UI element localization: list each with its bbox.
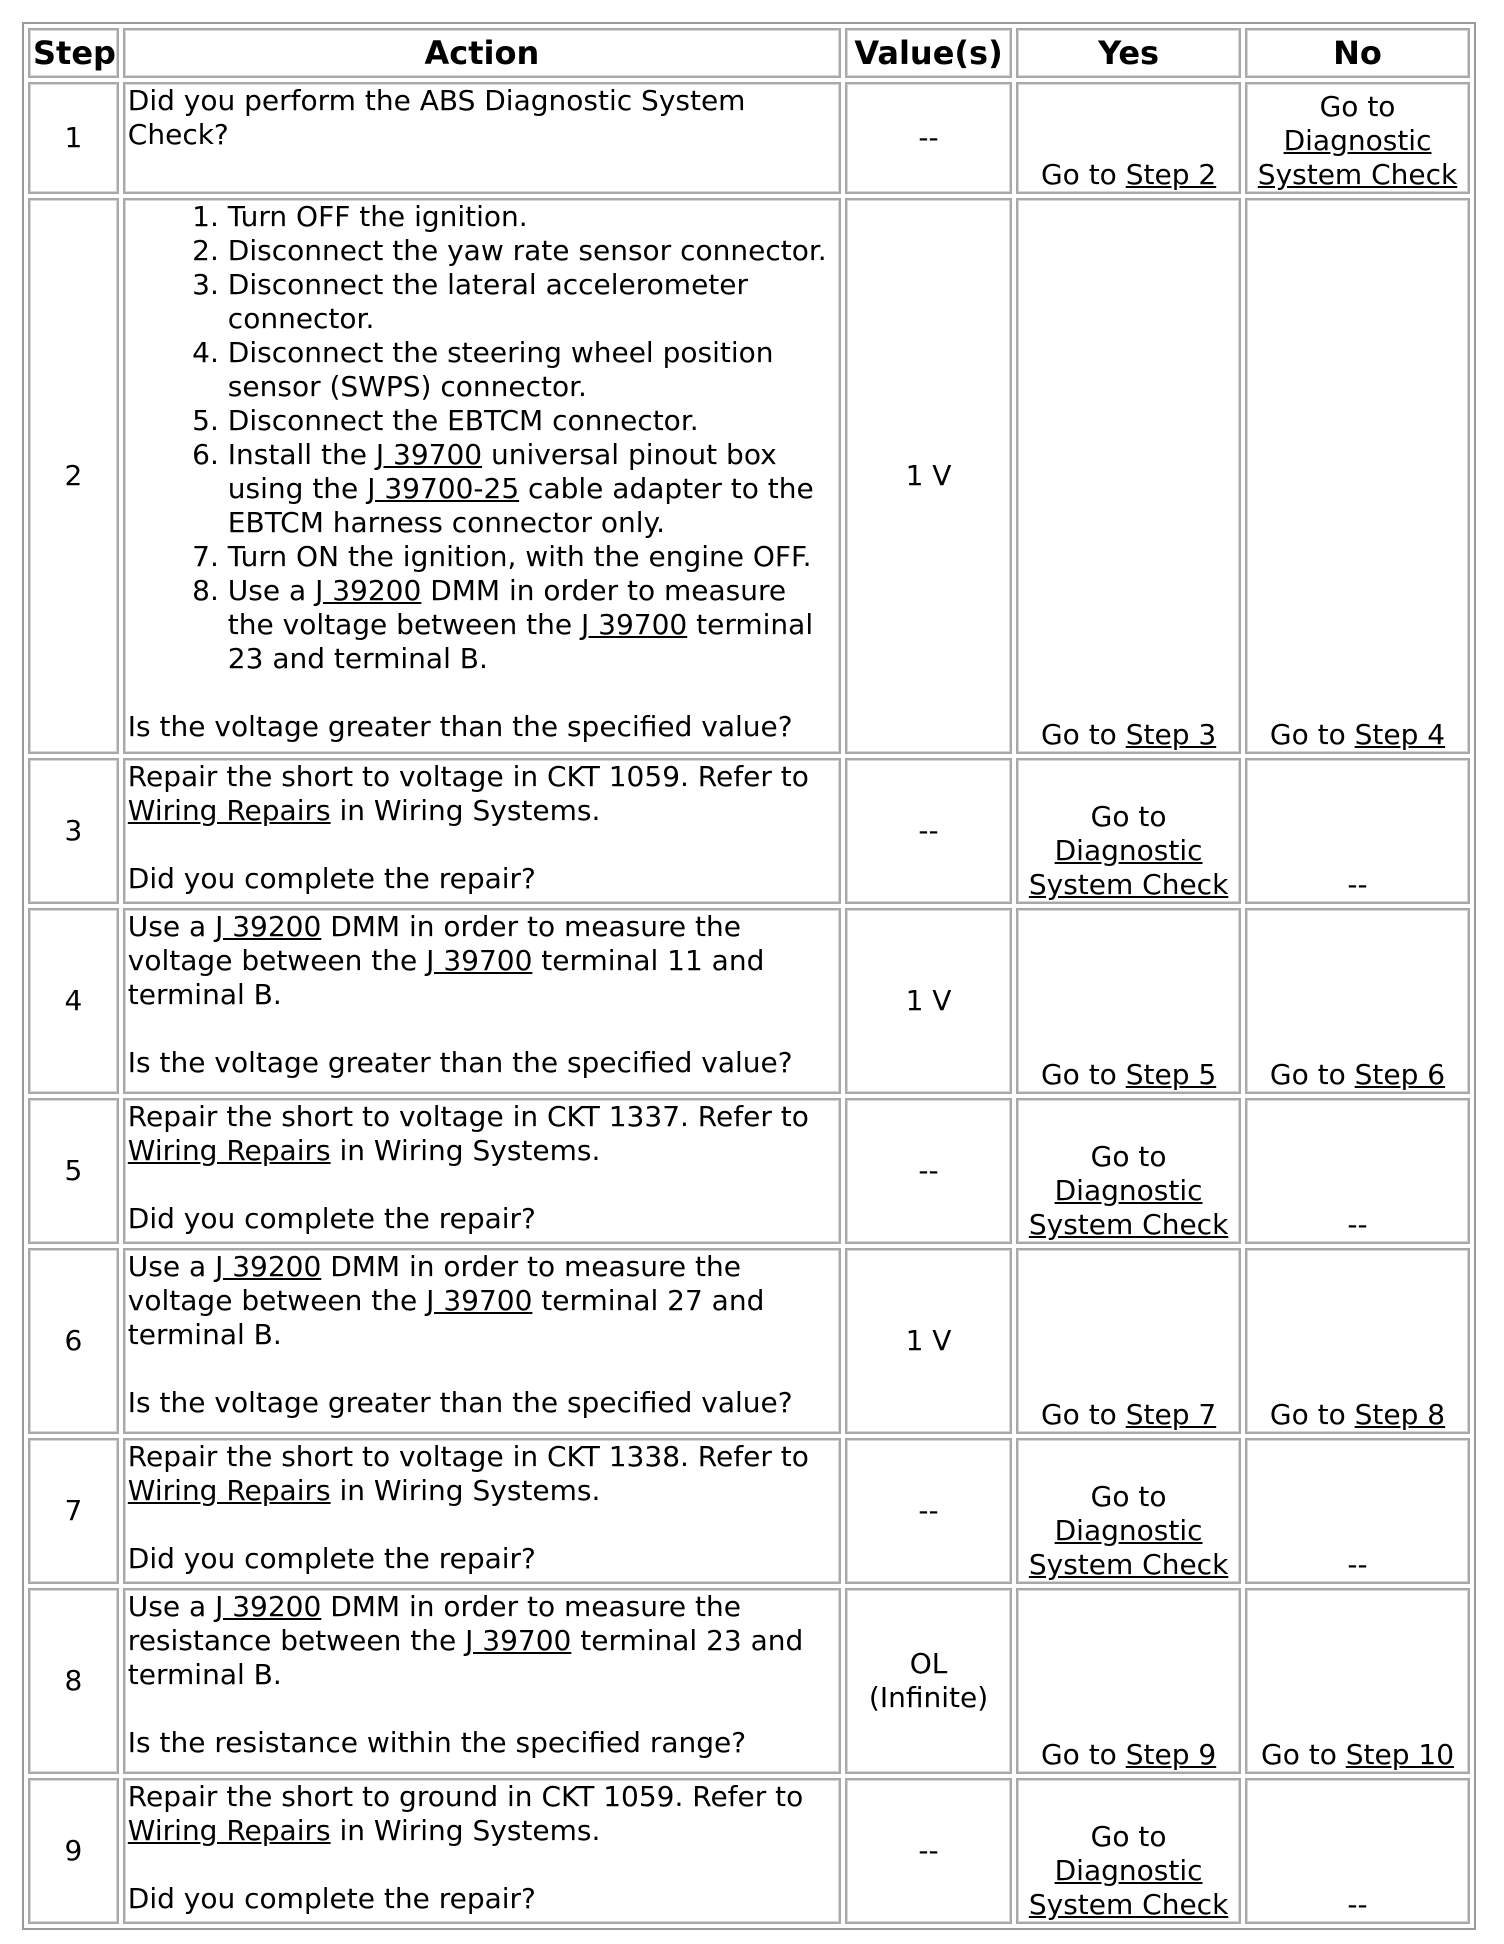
table-row — [28, 908, 1470, 1094]
yes-prefix: Go to — [1040, 1058, 1126, 1091]
value-cell: 1 V — [845, 1248, 1012, 1434]
link-step-5[interactable]: Step 5 — [1125, 1058, 1217, 1091]
action-text: DMM in order to measure the voltage between the — [127, 910, 741, 977]
page — [22, 22, 1476, 1930]
value-cell: 1 V — [845, 198, 1012, 754]
table-row — [28, 1438, 1470, 1584]
question-text: Is the voltage greater than the specified value? — [127, 710, 793, 743]
link-diagnostic-system-check[interactable]: Diagnostic System Check — [1028, 1854, 1229, 1921]
action-text: Repair the short to voltage in CKT 1337. Refer to — [127, 1100, 809, 1133]
link-step-8[interactable]: Step 8 — [1354, 1398, 1446, 1431]
no-cell: -- — [1245, 758, 1470, 904]
no-prefix: Go to — [1269, 1398, 1355, 1431]
question-text: Is the voltage greater than the specified value? — [127, 1046, 793, 1079]
item-text: DMM in order to measure the voltage between the — [227, 574, 787, 641]
no-cell: -- — [1245, 1438, 1470, 1584]
table-row — [28, 1248, 1470, 1434]
yes-prefix: Go to — [1040, 1398, 1126, 1431]
header-action: Action — [123, 28, 841, 78]
procedure-list — [128, 200, 836, 676]
yes-prefix: Go to — [1090, 1140, 1167, 1173]
yes-cell — [1016, 1778, 1241, 1924]
link-diagnostic-system-check[interactable]: Diagnostic System Check — [1257, 124, 1458, 191]
yes-cell — [1016, 82, 1241, 194]
yes-cell — [1016, 1438, 1241, 1584]
value-cell: -- — [845, 1778, 1012, 1924]
link-j-39700[interactable]: J 39700 — [426, 944, 533, 977]
yes-cell — [1016, 1588, 1241, 1774]
table-row — [28, 1778, 1470, 1924]
no-cell — [1245, 1248, 1470, 1434]
list-item — [228, 574, 836, 676]
link-j-39700[interactable]: J 39700 — [426, 1284, 533, 1317]
header-values: Value(s) — [845, 28, 1012, 78]
no-prefix: Go to — [1269, 1058, 1355, 1091]
action-cell — [123, 1438, 841, 1584]
link-j-39700[interactable]: J 39700 — [465, 1624, 572, 1657]
action-cell — [123, 1778, 841, 1924]
action-text: terminal 11 and terminal B. — [127, 944, 765, 1011]
action-text: Repair the short to voltage in CKT 1059. Refer to — [127, 760, 809, 793]
table-row — [28, 198, 1470, 754]
link-j-39200[interactable]: J 39200 — [215, 1250, 322, 1283]
link-step-9[interactable]: Step 9 — [1125, 1738, 1217, 1771]
no-cell — [1245, 198, 1470, 754]
no-cell — [1245, 908, 1470, 1094]
action-cell — [123, 198, 841, 754]
header-row — [28, 28, 1470, 78]
link-wiring-repairs[interactable]: Wiring Repairs — [127, 1814, 331, 1847]
action-text: Use a — [127, 1250, 216, 1283]
question-text: Is the voltage greater than the specified value? — [127, 1386, 793, 1419]
link-wiring-repairs[interactable]: Wiring Repairs — [127, 794, 331, 827]
action-text: DMM in order to measure the resistance between the — [127, 1590, 741, 1657]
table-row — [28, 1098, 1470, 1244]
header-no: No — [1245, 28, 1470, 78]
link-wiring-repairs[interactable]: Wiring Repairs — [127, 1134, 331, 1167]
value-cell — [845, 1588, 1012, 1774]
action-text: Use a — [127, 1590, 216, 1623]
table-row — [28, 1588, 1470, 1774]
question-text: Did you complete the repair? — [127, 1882, 536, 1915]
list-item: 7. Turn ON the ignition, with the engine OFF. — [228, 540, 836, 574]
action-text: Repair the short to ground in CKT 1059. Refer to — [127, 1780, 804, 1813]
yes-prefix: Go to — [1040, 718, 1126, 751]
step-number: 1 — [28, 82, 119, 194]
no-prefix: Go to — [1269, 718, 1355, 751]
action-cell — [123, 82, 841, 194]
header-step: Step — [28, 28, 119, 78]
table-row — [28, 82, 1470, 194]
list-item: 2. Disconnect the yaw rate sensor connector. — [228, 234, 836, 268]
no-prefix: Go to — [1319, 90, 1396, 123]
link-diagnostic-system-check[interactable]: Diagnostic System Check — [1028, 1174, 1229, 1241]
yes-prefix: Go to — [1040, 158, 1126, 191]
item-text: Install the — [227, 438, 376, 471]
yes-cell — [1016, 1098, 1241, 1244]
link-j-39200[interactable]: J 39200 — [215, 1590, 322, 1623]
action-text: Did you perform the ABS Diagnostic System Check? — [127, 84, 746, 151]
link-j-39200[interactable]: J 39200 — [315, 574, 422, 607]
step-number: 2 — [28, 198, 119, 754]
yes-cell — [1016, 758, 1241, 904]
link-step-10[interactable]: Step 10 — [1345, 1738, 1455, 1771]
action-text: in Wiring Systems. — [330, 794, 601, 827]
yes-prefix: Go to — [1090, 800, 1167, 833]
link-step-6[interactable]: Step 6 — [1354, 1058, 1446, 1091]
action-text: in Wiring Systems. — [330, 1474, 601, 1507]
yes-cell — [1016, 198, 1241, 754]
no-cell — [1245, 82, 1470, 194]
link-j-39700[interactable]: J 39700 — [375, 438, 483, 471]
link-j-39700[interactable]: J 39700 — [581, 608, 688, 641]
link-step-3[interactable]: Step 3 — [1125, 718, 1217, 751]
header-yes: Yes — [1016, 28, 1241, 78]
table-row — [28, 758, 1470, 904]
item-text: universal pinout box using the — [227, 438, 777, 505]
diagnostic-table — [22, 22, 1476, 1930]
action-text: Repair the short to voltage in CKT 1338. Refer to — [127, 1440, 809, 1473]
no-prefix: Go to — [1261, 1738, 1346, 1771]
value-cell: -- — [845, 1098, 1012, 1244]
step-number: 6 — [28, 1248, 119, 1434]
link-diagnostic-system-check[interactable]: Diagnostic System Check — [1028, 834, 1229, 901]
item-text: cable adapter to the EBTCM harness connector only. — [227, 472, 814, 539]
yes-prefix: Go to — [1040, 1738, 1126, 1771]
action-cell — [123, 1248, 841, 1434]
action-cell — [123, 1098, 841, 1244]
yes-cell — [1016, 1248, 1241, 1434]
list-item: 3. Disconnect the lateral accelerometer connector. — [228, 268, 836, 336]
value-cell: 1 V — [845, 908, 1012, 1094]
link-step-2[interactable]: Step 2 — [1125, 158, 1217, 191]
question-text: Is the resistance within the specified range? — [127, 1726, 747, 1759]
no-cell: -- — [1245, 1098, 1470, 1244]
value-cell: -- — [845, 758, 1012, 904]
link-j-39700-25[interactable]: J 39700-25 — [367, 472, 520, 505]
value-line: OL — [909, 1647, 948, 1680]
action-text: Use a — [127, 910, 216, 943]
question-text: Did you complete the repair? — [127, 1542, 536, 1575]
step-number: 7 — [28, 1438, 119, 1584]
list-item: 4. Disconnect the steering wheel position sensor (SWPS) connector. — [228, 336, 836, 404]
link-j-39200[interactable]: J 39200 — [215, 910, 322, 943]
value-cell: -- — [845, 82, 1012, 194]
link-step-4[interactable]: Step 4 — [1354, 718, 1446, 751]
action-text: terminal 27 and terminal B. — [127, 1284, 765, 1351]
action-cell — [123, 758, 841, 904]
action-text: in Wiring Systems. — [330, 1814, 601, 1847]
yes-cell — [1016, 908, 1241, 1094]
item-text: Use a — [227, 574, 316, 607]
step-number: 9 — [28, 1778, 119, 1924]
link-wiring-repairs[interactable]: Wiring Repairs — [127, 1474, 331, 1507]
action-text: in Wiring Systems. — [330, 1134, 601, 1167]
link-step-7[interactable]: Step 7 — [1125, 1398, 1217, 1431]
value-cell: -- — [845, 1438, 1012, 1584]
step-number: 5 — [28, 1098, 119, 1244]
action-text: terminal 23 and terminal B. — [127, 1624, 804, 1691]
item-text: terminal 23 and terminal B. — [227, 608, 814, 675]
list-item: 1. Turn OFF the ignition. — [228, 200, 836, 234]
action-text: DMM in order to measure the voltage between the — [127, 1250, 741, 1317]
yes-prefix: Go to — [1090, 1480, 1167, 1513]
no-cell: -- — [1245, 1778, 1470, 1924]
link-diagnostic-system-check[interactable]: Diagnostic System Check — [1028, 1514, 1229, 1581]
yes-prefix: Go to — [1090, 1820, 1167, 1853]
list-item: 5. Disconnect the EBTCM connector. — [228, 404, 836, 438]
step-number: 8 — [28, 1588, 119, 1774]
value-line: (Infinite) — [868, 1681, 989, 1714]
no-cell — [1245, 1588, 1470, 1774]
action-cell — [123, 1588, 841, 1774]
step-number: 4 — [28, 908, 119, 1094]
action-cell — [123, 908, 841, 1094]
question-text: Did you complete the repair? — [127, 862, 536, 895]
question-text: Did you complete the repair? — [127, 1202, 536, 1235]
list-item — [228, 438, 836, 540]
step-number: 3 — [28, 758, 119, 904]
